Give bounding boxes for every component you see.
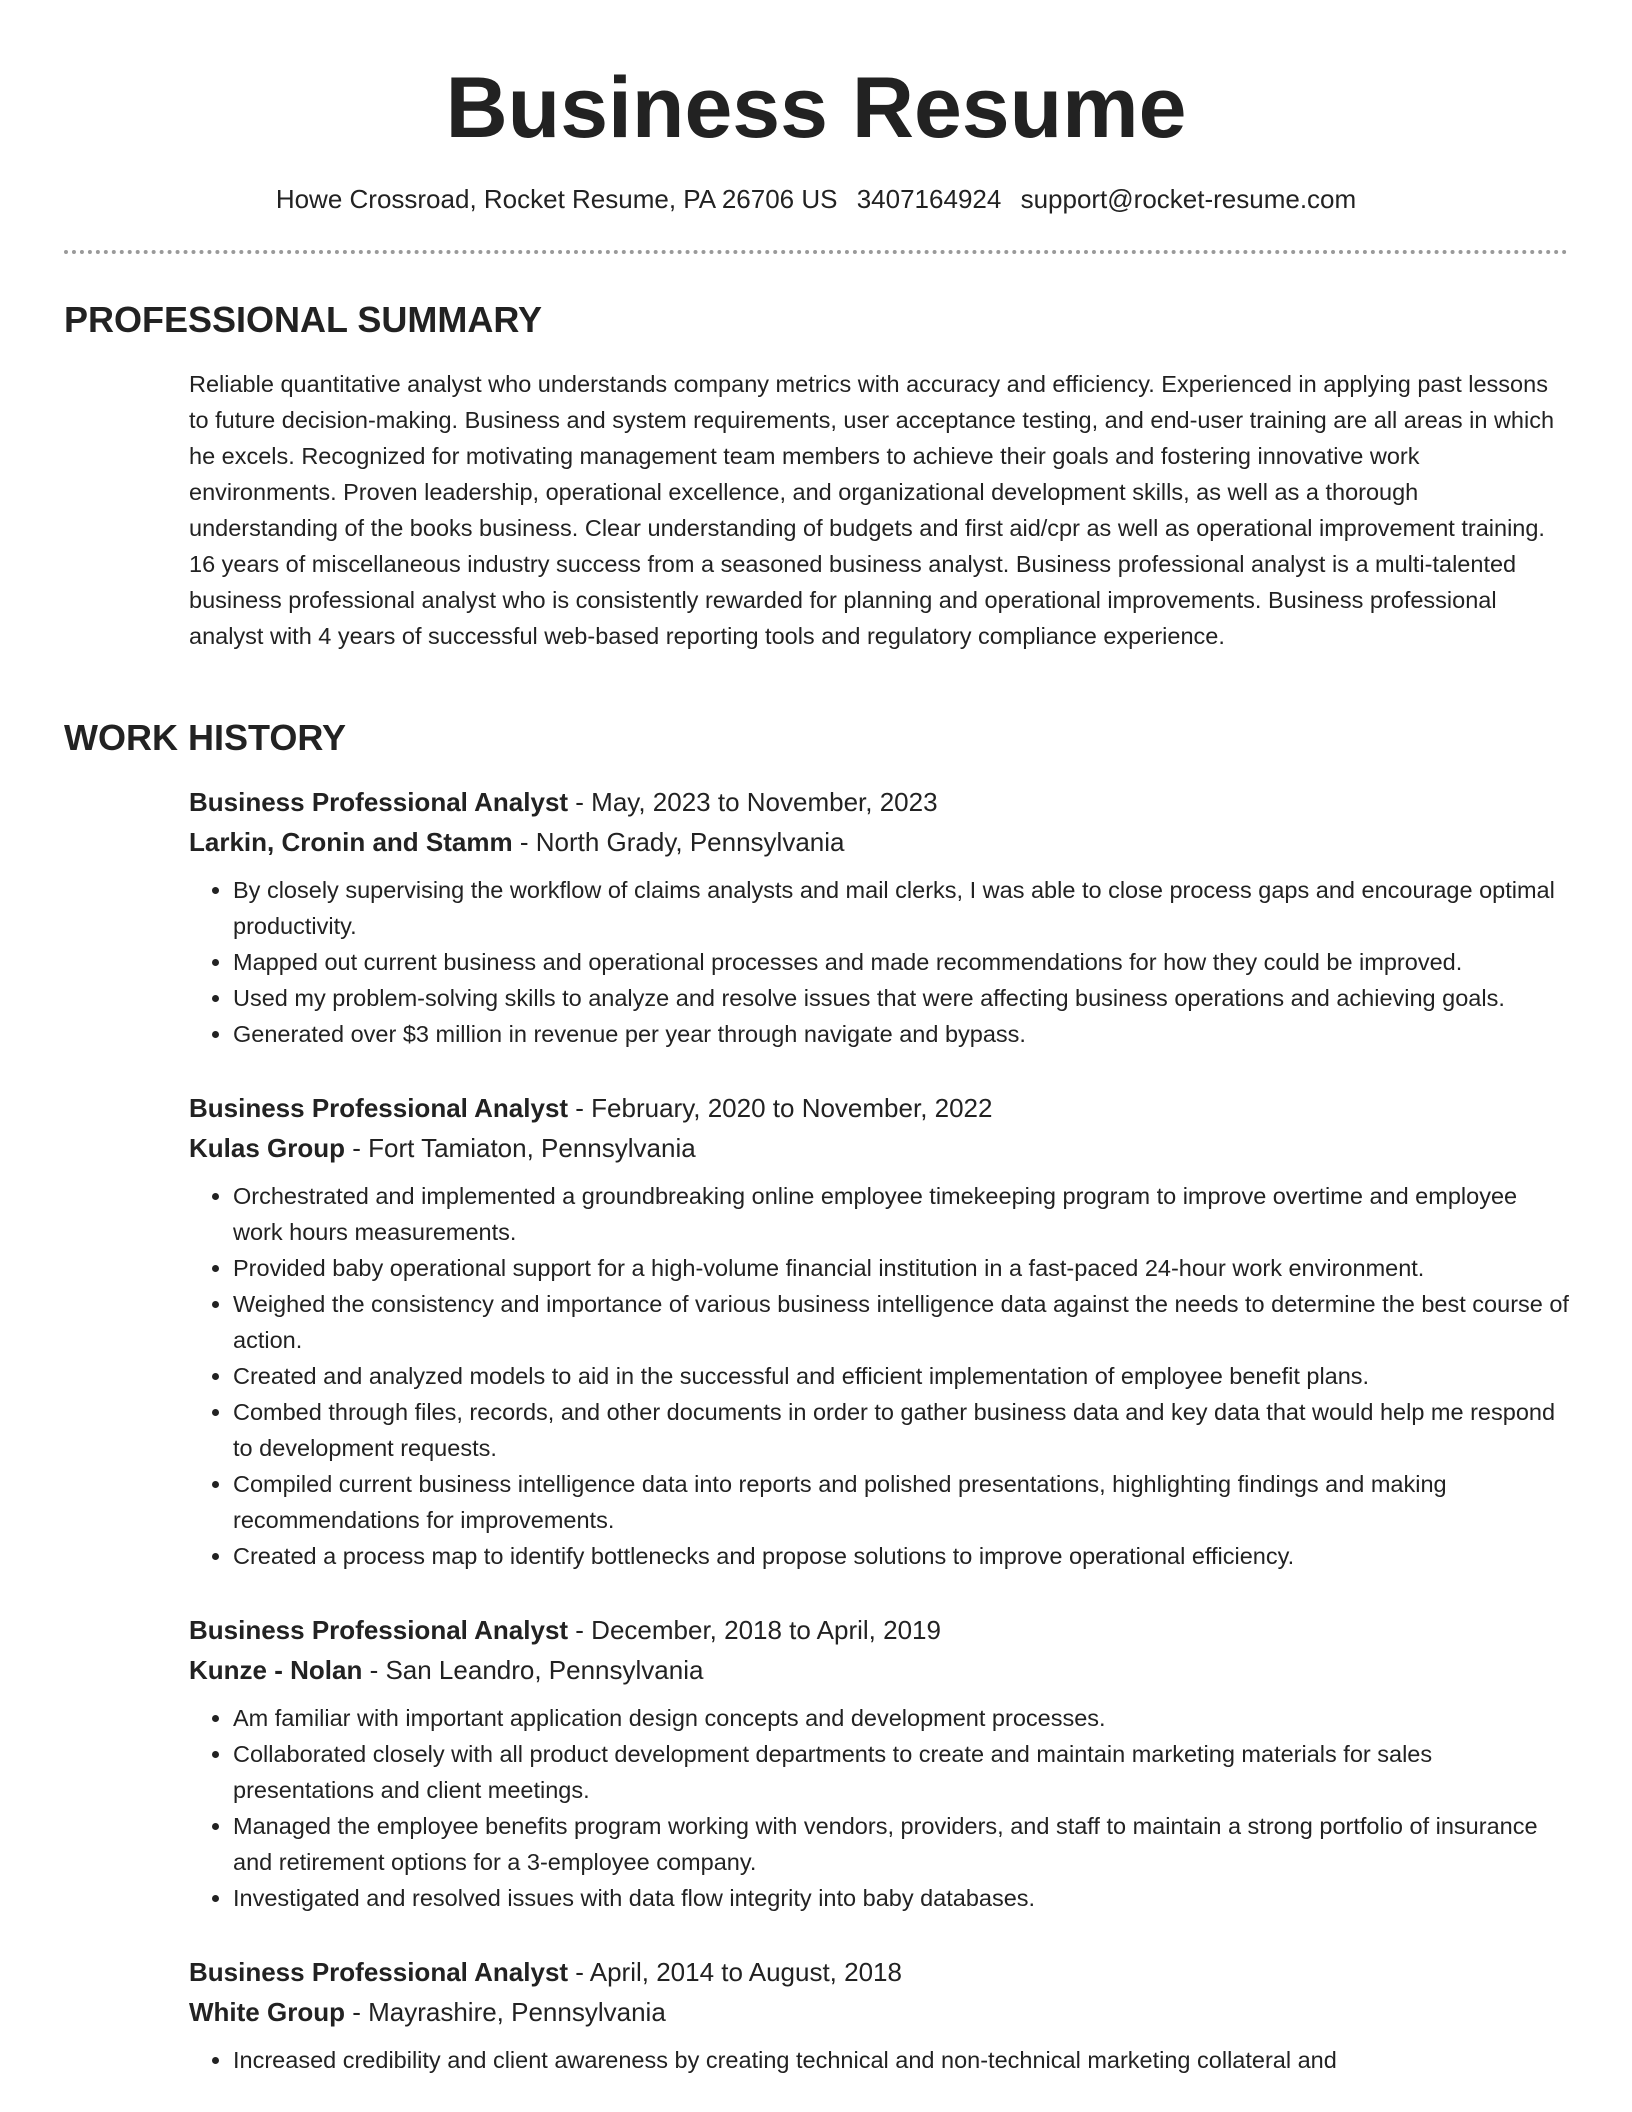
- job-bullet: • Increased credibility and client awareness by creating technical and non-technical marketing collateral and: [233, 2042, 1569, 2078]
- job-company-line: [189, 1128, 1569, 1168]
- header-divider: [64, 250, 1568, 254]
- contact-phone: 3407164924: [856, 184, 1002, 214]
- contact-address: Howe Crossroad, Rocket Resume, PA 26706 US: [275, 184, 838, 214]
- job-bullet: • Used my problem-solving skills to analyze and resolve issues that were affecting business operations and achieving goals.: [233, 980, 1569, 1016]
- job-bullet: • Mapped out current business and operational processes and made recommendations for how they could be improved.: [233, 944, 1569, 980]
- job-title: Business Professional Analyst: [189, 787, 569, 817]
- job-bullet: • By closely supervising the workflow of claims analysts and mail clerks, I was able to close process gaps and encourage optimal productivity.: [233, 872, 1569, 944]
- resume-title: Business Resume: [445, 60, 1187, 156]
- job-dates: - December, 2018 to April, 2019: [568, 1615, 941, 1645]
- job-company: Kunze - Nolan: [189, 1655, 363, 1685]
- section-title-work-history: WORK HISTORY: [64, 717, 347, 758]
- job-dates: - February, 2020 to November, 2022: [568, 1093, 993, 1123]
- job-title-line: [189, 1610, 1569, 1650]
- job-title-line: [189, 1952, 1569, 1992]
- job-location: - Fort Tamiaton, Pennsylvania: [345, 1133, 696, 1163]
- job-title: Business Professional Analyst: [189, 1957, 569, 1987]
- job-title-line: [189, 782, 1569, 822]
- job-company: Kulas Group: [189, 1133, 346, 1163]
- job-bullet: • Weighed the consistency and importance of various business intelligence data against the needs to determine the best course of action.: [233, 1286, 1569, 1358]
- job-location: - San Leandro, Pennsylvania: [362, 1655, 704, 1685]
- job-bullets: [189, 1178, 1569, 1574]
- job-dates: - April, 2014 to August, 2018: [568, 1957, 902, 1987]
- job-bullet: • Managed the employee benefits program working with vendors, providers, and staff to maintain a strong portfolio of insurance and retirement options for a 3-employee company.: [233, 1808, 1569, 1880]
- contact-info: [0, 182, 1632, 216]
- job-entry: [189, 782, 1569, 1052]
- contact-email: support@rocket-resume.com: [1020, 184, 1357, 214]
- job-bullet: • Created and analyzed models to aid in the successful and efficient implementation of employee benefit plans.: [233, 1358, 1569, 1394]
- job-company: White Group: [189, 1997, 345, 2027]
- job-company-line: [189, 1992, 1569, 2032]
- job-bullets: [189, 2042, 1569, 2078]
- job-location: - Mayrashire, Pennsylvania: [344, 1997, 666, 2027]
- work-history-list: [189, 782, 1569, 2112]
- summary-text: Reliable quantitative analyst who understands company metrics with accuracy and efficiency. Experienced in applying past lessons to future decision-making. Business and system requirements, user acceptance testing, and end-user training are all areas in which he excels. Recognized for motivating management team members to achieve their goals and fostering innovative work environments. Proven leadership, operational excellence, and organizational development skills, as well as a thorough understanding of the books business. Clear understanding of budgets and first aid/cpr as well as operational improvement training. 16 years of miscellaneous industry success from a seasoned business analyst. Business professional analyst is a multi-talented business professional analyst who is consistently rewarded for planning and operational improvements. Business professional analyst with 4 years of successful web-based reporting tools and regulatory compliance experience.: [189, 371, 1555, 649]
- job-bullet: • Generated over $3 million in revenue per year through navigate and bypass.: [233, 1016, 1569, 1052]
- job-dates: - May, 2023 to November, 2023: [568, 787, 938, 817]
- job-company-line: [189, 822, 1569, 862]
- job-title: Business Professional Analyst: [189, 1615, 569, 1645]
- job-bullet: • Provided baby operational support for a high-volume financial institution in a fast-paced 24-hour work environment.: [233, 1250, 1569, 1286]
- job-bullets: [189, 1700, 1569, 1916]
- job-bullet: • Orchestrated and implemented a groundbreaking online employee timekeeping program to improve overtime and employee work hours measurements.: [233, 1178, 1569, 1250]
- job-location: - North Grady, Pennsylvania: [512, 827, 845, 857]
- job-bullet: • Created a process map to identify bottlenecks and propose solutions to improve operational efficiency.: [233, 1538, 1569, 1574]
- job-bullet: • Combed through files, records, and other documents in order to gather business data and key data that would help me respond to development requests.: [233, 1394, 1569, 1466]
- job-bullet: • Collaborated closely with all product development departments to create and maintain marketing materials for sales presentations and client meetings.: [233, 1736, 1569, 1808]
- job-bullet: • Compiled current business intelligence data into reports and polished presentations, highlighting findings and making recommendations for improvements.: [233, 1466, 1569, 1538]
- section-title-summary: PROFESSIONAL SUMMARY: [64, 299, 543, 340]
- job-company: Larkin, Cronin and Stamm: [189, 827, 513, 857]
- job-bullet: • Investigated and resolved issues with data flow integrity into baby databases.: [233, 1880, 1569, 1916]
- job-title-line: [189, 1088, 1569, 1128]
- job-bullet: • Am familiar with important application design concepts and development processes.: [233, 1700, 1569, 1736]
- job-entry: [189, 1952, 1569, 2078]
- job-title: Business Professional Analyst: [189, 1093, 569, 1123]
- job-entry: [189, 1610, 1569, 1916]
- job-bullets: [189, 872, 1569, 1052]
- job-company-line: [189, 1650, 1569, 1690]
- job-entry: [189, 1088, 1569, 1574]
